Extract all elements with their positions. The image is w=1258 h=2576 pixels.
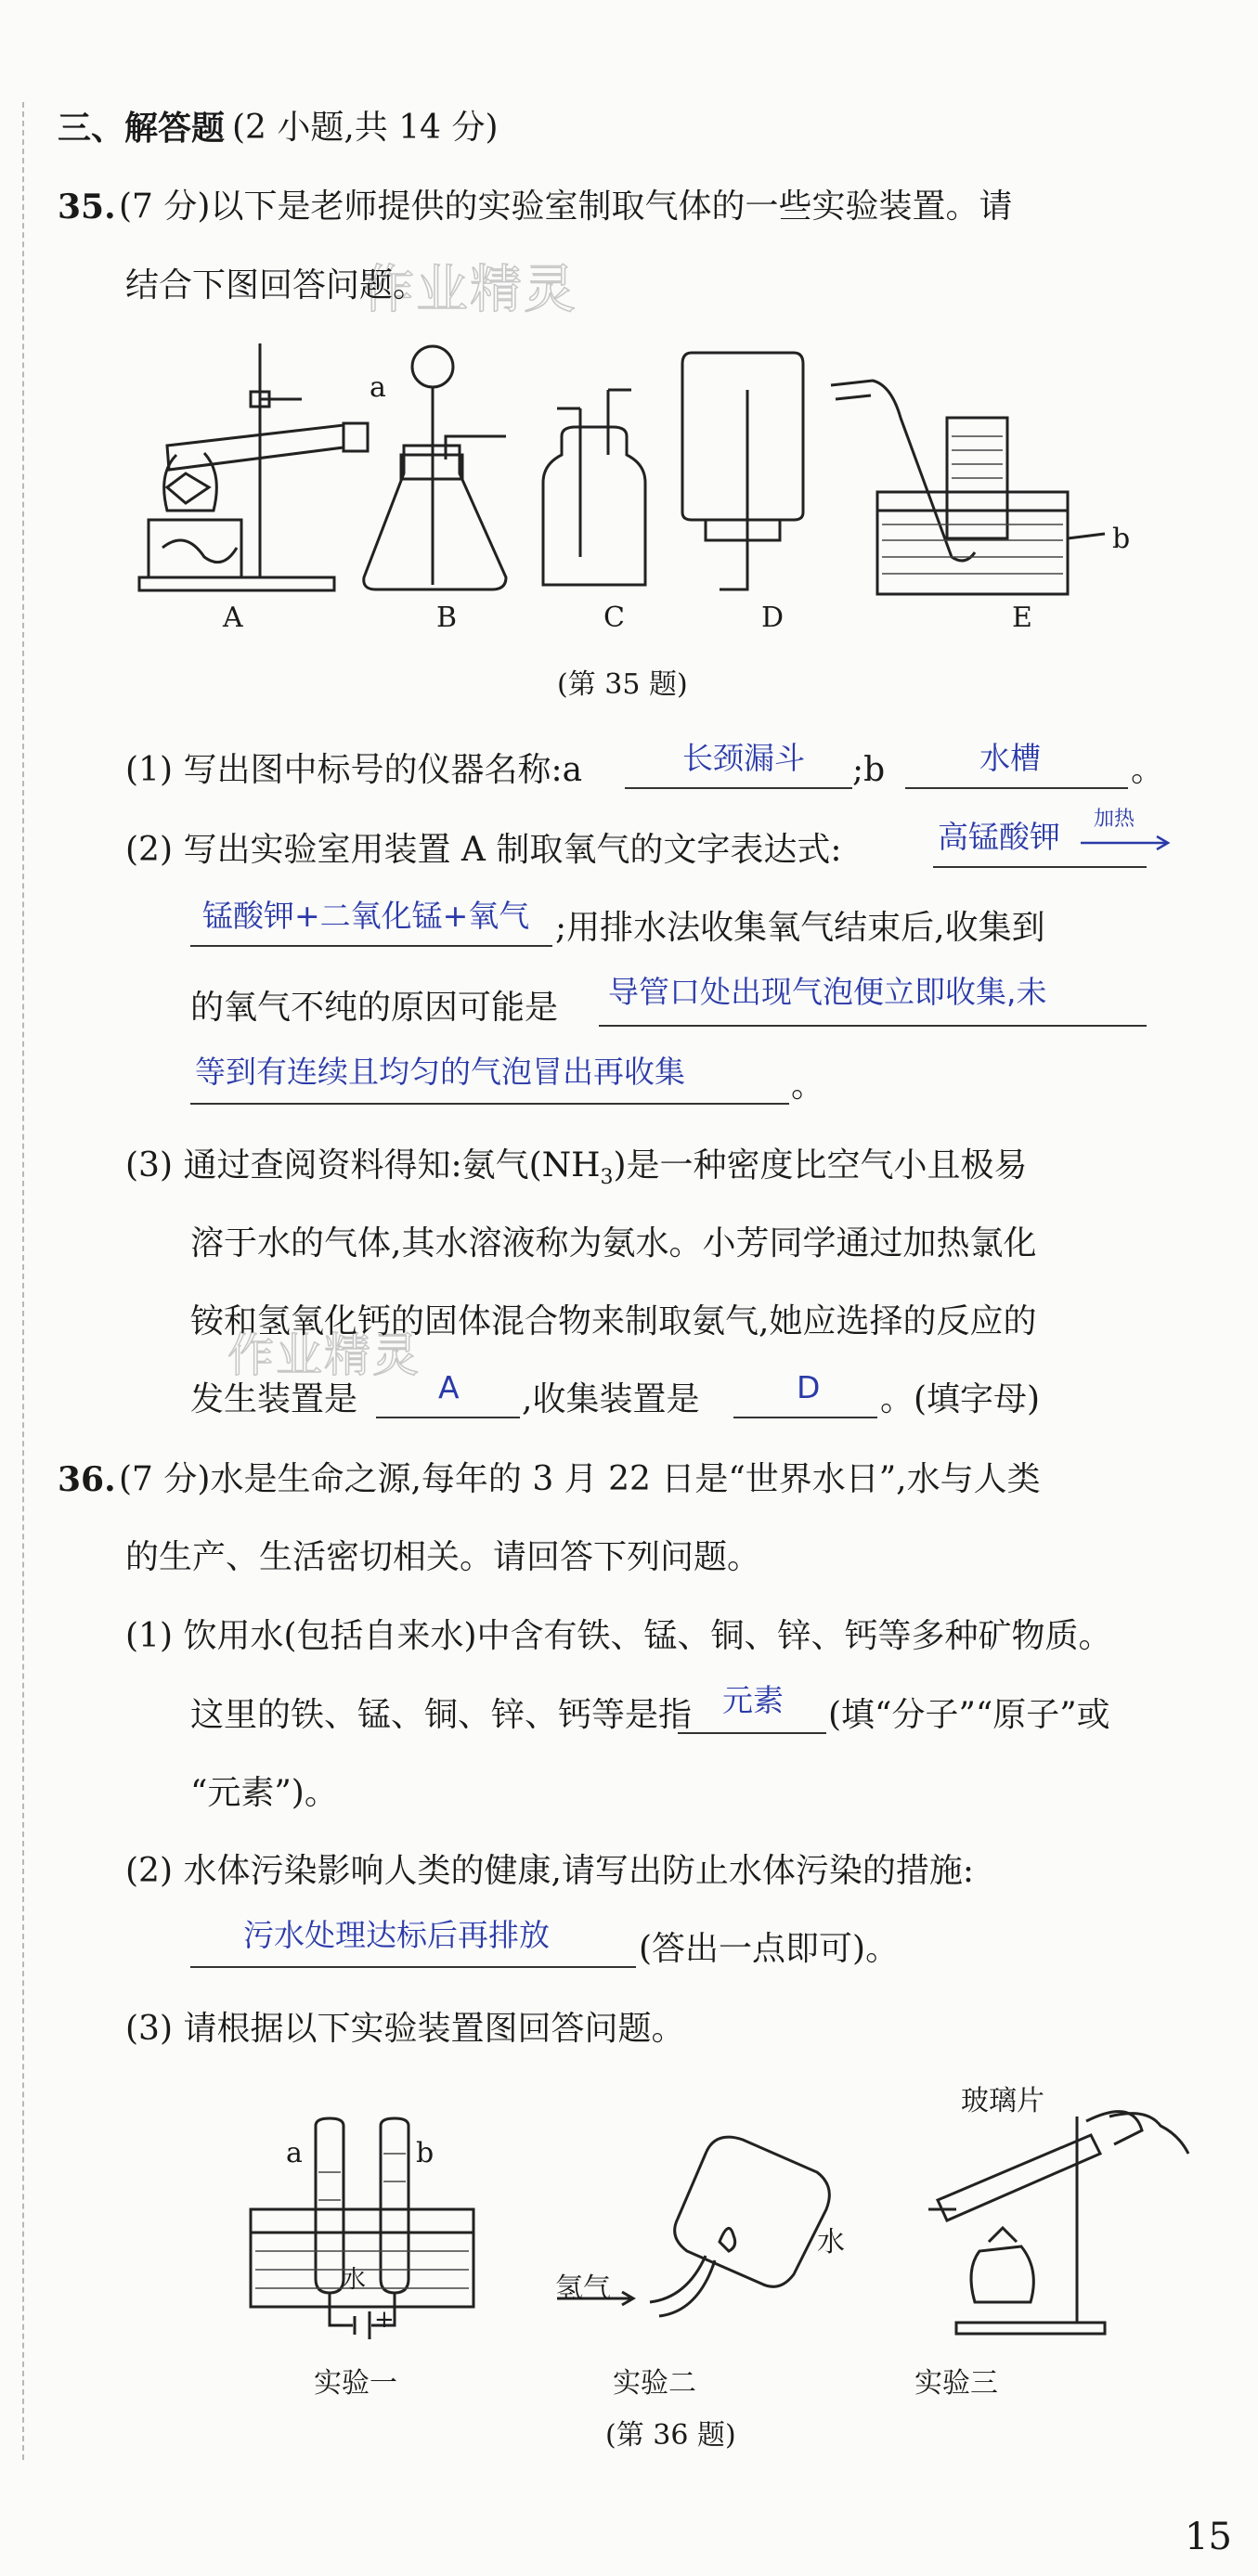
q35-answer-collector: D [797,1369,821,1405]
q35-p2-prefix: (2) 写出实验室用装置 A 制取氧气的文字表达式: [125,831,842,869]
figure-label-C: C [603,602,625,634]
q35-answer-generator: A [438,1369,460,1405]
q36-p2-line2: (答出一点即可)。 [639,1930,900,1968]
q35-p3-line2: 溶于水的气体,其水溶液称为氨水。小芳同学通过加热氯化 [190,1224,1037,1262]
fig36-label-water-exp1: 水 [342,2266,367,2294]
q35-stem-line2: 结合下图回答问题。 [125,266,427,304]
fig36-exp1-label: 实验一 [314,2367,397,2400]
q36-p2-line1: (2) 水体污染影响人类的健康,请写出防止水体污染的措施: [125,1852,975,1890]
q35-p3-line4b: ,收集装置是 [522,1380,700,1418]
q35-answer-condition: 加热 [1094,808,1135,831]
q35-caption: (第 35 题) [557,668,688,701]
q36-p1-line1: (1) 饮用水(包括自来水)中含有铁、锰、铜、锌、钙等多种矿物质。 [125,1617,1112,1655]
figure-label-b: b [1112,523,1131,555]
fig36-label-glass-plate: 玻璃片 [961,2085,1044,2117]
q36-answer-element: 元素 [722,1682,784,1718]
watermark: 作业精灵 [362,260,577,320]
q35-p2-end: 。 [791,1067,825,1105]
section-note: (2 小题,共 14 分) [232,109,499,147]
q36-p3: (3) 请根据以下实验装置图回答问题。 [125,2010,685,2048]
fig36-label-b: b [416,2137,434,2169]
q35-p2-line3: 的氧气不纯的原因可能是 [190,989,559,1027]
figure-label-E: E [1012,602,1032,634]
q35-p3-line1: (3) 通过查阅资料得知:氨气$(NH_3)$是一种密度比空气小且极易 [125,1146,1028,1190]
q35-answer-reason-1: 导管口处出现气泡便立即收集,未 [608,974,1047,1010]
q36-p1-line2b: (填“分子”“原子”或 [828,1696,1110,1734]
fig36-label-hydrogen: 氢气 [555,2272,611,2305]
q36-stem-line2: 的生产、生活密切相关。请回答下列问题。 [125,1538,761,1576]
q35-stem-line1: (7 分)以下是老师提供的实验室制取气体的一些实验装置。请 [119,188,1013,226]
fig36-label-minus: − [327,2311,346,2337]
figure-label-A: A [223,602,243,634]
q36-caption: (第 36 题) [605,2419,736,2452]
q36-p1-line3: “元素”)。 [190,1774,338,1812]
q35-answer-a: 长颈漏斗 [682,740,805,776]
figure-label-B: B [436,602,458,634]
q36-number: 36. [58,1460,116,1499]
q36-answer-measure: 污水处理达标后再排放 [243,1917,550,1953]
section-title: 三、解答题 [58,109,226,148]
fig36-label-water-exp3: 水 [817,2226,845,2259]
q35-p2-line2: ;用排水法收集氧气结束后,收集到 [555,909,1045,947]
fig36-label-plus: + [374,2306,395,2334]
q35-apparatus-figure [111,334,1188,631]
q35-number: 35. [58,188,116,227]
q35-p3-line3: 铵和氢氧化钙的固体混合物来制取氨气,她应选择的反应的 [190,1302,1037,1340]
fig36-exp2-label: 实验二 [613,2367,696,2400]
q35-p3-line4a: 发生装置是 [190,1380,358,1418]
figure-label-D: D [761,602,785,634]
q35-answer-reactant: 高锰酸钾 [938,819,1060,855]
page-number: 15 [1185,2516,1232,2558]
reaction-arrow [1079,834,1172,852]
q35-p1-end: 。 [1131,751,1165,789]
q35-answer-reason-2: 等到有连续且均匀的气泡冒出再收集 [195,1054,685,1090]
watermark: 作业精灵 [227,1328,421,1382]
q36-p1-line2a: 这里的铁、锰、铜、锌、钙等是指 [190,1696,693,1734]
q35-p1-prefix: (1) 写出图中标号的仪器名称:a [125,751,583,789]
binding-margin-line [22,102,24,2460]
q35-answer-b: 水槽 [979,740,1041,776]
fig36-label-a: a [286,2137,303,2169]
figure-label-a: a [370,371,386,404]
fig36-exp3-label: 实验三 [914,2367,998,2400]
q35-p1-mid: ;b [852,751,886,789]
q35-answer-products: 锰酸钾+二氧化锰+氧气 [202,898,530,934]
q36-experiments-figure [223,2079,1207,2358]
q36-stem-line1: (7 分)水是生命之源,每年的 3 月 22 日是“世界水日”,水与人类 [119,1460,1041,1498]
q35-p3-line4c: 。(填字母) [880,1380,1041,1418]
